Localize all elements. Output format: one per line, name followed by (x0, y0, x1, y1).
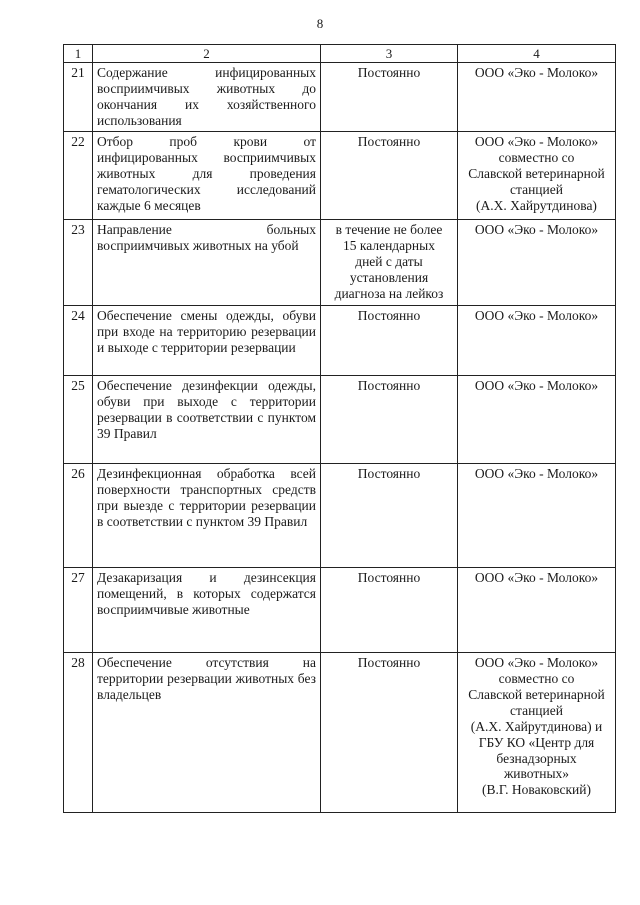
responsible-party: ООО «Эко - Молоко» (458, 464, 616, 568)
column-header-2: 2 (93, 45, 321, 63)
table-row (64, 376, 616, 464)
row-number: 22 (64, 132, 93, 220)
measure-description: Обеспечение отсутствия на территории резервации животных без владельцев (93, 653, 321, 813)
measures-table (63, 44, 616, 813)
responsible-party: ООО «Эко - Молоко» (458, 306, 616, 376)
column-header-1: 1 (64, 45, 93, 63)
responsible-party: ООО «Эко - Молоко» (458, 376, 616, 464)
table-row (64, 653, 616, 813)
responsible-party: ООО «Эко - Молоко» (458, 63, 616, 132)
row-number: 26 (64, 464, 93, 568)
row-number: 25 (64, 376, 93, 464)
table-row (64, 132, 616, 220)
table-header-row (64, 45, 616, 63)
measure-description: Дезинфекционная обработка всей поверхности транспортных средств при выезде с территории резервации в соответствии с пунктом 39 Правил (93, 464, 321, 568)
table-row (64, 306, 616, 376)
row-number: 23 (64, 220, 93, 306)
measure-description: Направление больных восприимчивых животных на убой (93, 220, 321, 306)
row-number: 24 (64, 306, 93, 376)
measure-timing: Постоянно (321, 464, 458, 568)
table-row (64, 568, 616, 653)
responsible-party: ООО «Эко - Молоко» (458, 220, 616, 306)
responsible-party: ООО «Эко - Молоко» совместно со Славской ветеринарной станцией (А.Х. Хайрутдинова) (458, 132, 616, 220)
page-number: 8 (316, 16, 324, 31)
responsible-party: ООО «Эко - Молоко» (458, 568, 616, 653)
measure-description: Отбор проб крови от инфицированных восприимчивых животных для проведения гематологических исследований каждые 6 месяцев (93, 132, 321, 220)
row-number: 21 (64, 63, 93, 132)
measure-description: Обеспечение смены одежды, обуви при входе на территорию резервации и выходе с территории резервации (93, 306, 321, 376)
responsible-party: ООО «Эко - Молоко» совместно со Славской ветеринарной станцией (А.Х. Хайрутдинова) и ГБУ КО «Центр для безнадзорных животных» (В.Г. Новаковский) (458, 653, 616, 813)
measure-timing: Постоянно (321, 306, 458, 376)
measure-timing: Постоянно (321, 653, 458, 813)
table-row (64, 63, 616, 132)
row-number: 28 (64, 653, 93, 813)
column-header-4: 4 (458, 45, 616, 63)
row-number: 27 (64, 568, 93, 653)
table-row (64, 464, 616, 568)
column-header-3: 3 (321, 45, 458, 63)
table-row (64, 220, 616, 306)
measure-timing: Постоянно (321, 568, 458, 653)
measure-timing: Постоянно (321, 63, 458, 132)
measure-description: Содержание инфицированных восприимчивых животных до окончания их хозяйственного использования (93, 63, 321, 132)
measure-description: Обеспечение дезинфекции одежды, обуви при выходе с территории резервации в соответствии с пунктом 39 Правил (93, 376, 321, 464)
measure-timing: Постоянно (321, 132, 458, 220)
measure-description: Дезакаризация и дезинсекция помещений, в которых содержатся восприимчивые животные (93, 568, 321, 653)
measure-timing: в течение не более 15 календарных дней с даты установления диагноза на лейкоз (321, 220, 458, 306)
measure-timing: Постоянно (321, 376, 458, 464)
